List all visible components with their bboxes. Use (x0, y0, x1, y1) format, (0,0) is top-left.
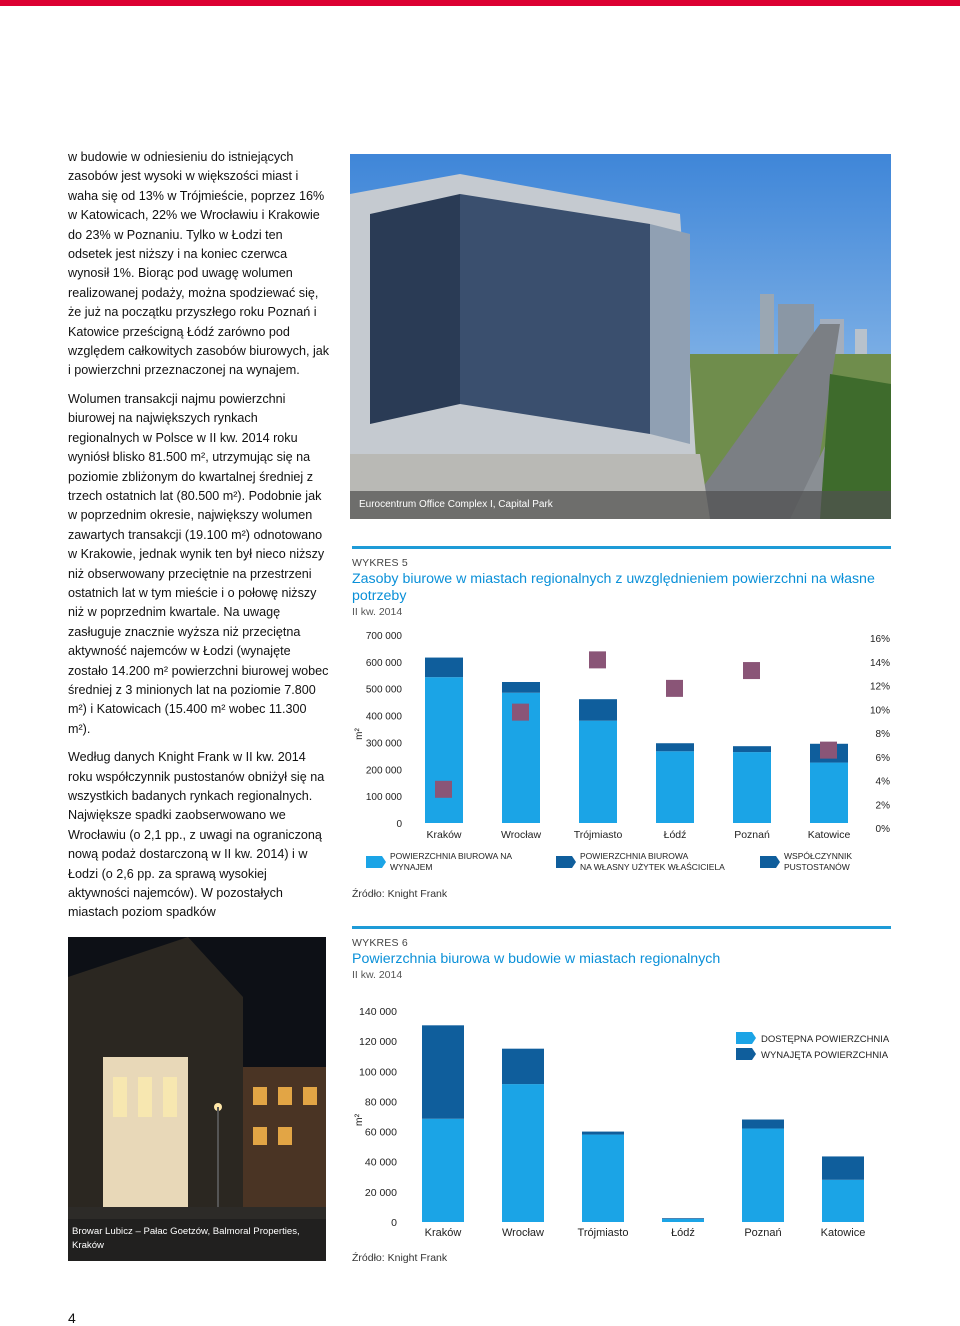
chart5-bar-own (579, 699, 617, 720)
chart6-kicker: WYKRES 6 (352, 937, 408, 949)
chart5-bar-rent (733, 752, 771, 823)
chart5-kicker: WYKRES 5 (352, 557, 408, 569)
chart6-subtitle: II kw. 2014 (352, 969, 403, 981)
chart5-ytick-label: 300 000 (365, 738, 402, 750)
chart6-legend-available-swatch (736, 1032, 756, 1044)
chart5-bar-own (502, 682, 540, 693)
chart5-source: Źródło: Knight Frank (352, 888, 448, 900)
chart6-title: Powierzchnia biurowa w budowie w miastach regionalnych (352, 951, 721, 967)
chart5-title: Zasoby biurowe w miastach regionalnych z uwzględnieniem powierzchni na własne potrzeby (352, 571, 875, 604)
chart5-ylabel: m² (354, 728, 365, 740)
chart5-y2tick-label: 8% (875, 729, 890, 740)
chart5-vacancy-marker (820, 742, 837, 759)
chart5-ytick-label: 200 000 (365, 765, 402, 777)
chart5-vacancy-marker (743, 662, 760, 679)
chart5-y2tick-label: 2% (875, 800, 890, 812)
paragraph-1: w budowie w odniesieniu do istniejących zasobów jest wysoki w większości miast i waha się od 13% w Trójmieście, poprzez 16% w Katowicach, 22% we Wrocławiu i Krakowie do 23% w Poznaniu. Tylko w Łodzi ten odsetek jest niższy i na koniec czerwca wynosił 1%. Biorąc pod uwagę wolumen realizowanej podaży, można spodziewać się, że już na początku przyszłego roku Poznań i Katowice prześcigną Łódź zarówno pod względem całkowitych zasobów biurowych, jak i powierzchni przeznaczonej na wynajem. (68, 150, 330, 378)
chart6-bar-available (662, 1219, 704, 1222)
photo-eurocentrum (350, 154, 891, 519)
chart5-bar-rent (810, 763, 848, 823)
photo-browar-lubicz (68, 937, 326, 1261)
chart5-vacancy-marker (589, 651, 606, 668)
chart5-category-label: Kraków (426, 829, 462, 841)
chart5-header (352, 546, 891, 618)
chart5-bar-own (656, 743, 694, 751)
chart6-category-label: Łódź (671, 1227, 695, 1239)
chart6-category-label: Trójmiasto (577, 1227, 629, 1239)
chart5-y2tick-label: 16% (869, 634, 890, 645)
chart6-bar-available (422, 1119, 464, 1222)
chart5-legend-own-swatch (556, 856, 576, 868)
photo2-caption: Browar Lubicz – Pałac Goetzów, Balmoral Properties, Kraków (68, 1219, 326, 1261)
chart5-legend-rent-label-1: POWIERZCHNIA BIUROWA NA (390, 851, 513, 861)
chart5-ytick-label: 700 000 (365, 631, 402, 642)
chart5-y2tick-label: 6% (875, 752, 890, 764)
chart5-bar-own (733, 746, 771, 752)
chart5-y2tick-label: 4% (875, 776, 890, 788)
chart6-category-label: Wrocław (502, 1227, 544, 1239)
chart6-header (352, 926, 891, 981)
chart5-legend-vacancy-label-2: PUSTOSTANÓW (784, 862, 850, 872)
photo-browar-lubicz-drawing (68, 937, 326, 1261)
chart5-category-label: Łódź (663, 829, 687, 841)
chart5-svg (350, 624, 895, 884)
chart6-bar-leased (502, 1049, 544, 1084)
chart6-category-label: Poznań (744, 1227, 782, 1239)
chart5-vacancy-marker (435, 781, 452, 798)
chart6-category-label: Katowice (820, 1227, 866, 1239)
chart5-subtitle: II kw. 2014 (352, 606, 403, 618)
photo1-caption: Eurocentrum Office Complex I, Capital Park (350, 491, 891, 519)
chart5-legend-own-label-1: POWIERZCHNIA BIUROWA (580, 851, 689, 861)
chart6-bar-available (502, 1084, 544, 1222)
chart5-legend-rent-label-2: WYNAJEM (390, 862, 433, 872)
chart6-bar-available (582, 1135, 624, 1222)
chart6-bar-available (822, 1180, 864, 1222)
chart5-vacancy-marker (512, 704, 529, 721)
chart6-bar-leased (582, 1132, 624, 1135)
chart5-ytick-label: 400 000 (365, 711, 402, 723)
chart5-legend-vacancy-label-1: WSPÓŁCZYNNIK (784, 851, 853, 861)
chart5-bar-own (425, 658, 463, 678)
chart6-ytick-label: 0 (391, 1217, 397, 1229)
chart6-source: Źródło: Knight Frank (352, 1252, 448, 1264)
chart6-ytick-label: 80 000 (364, 1096, 397, 1109)
page-number: 4 (68, 1310, 76, 1326)
chart5-ytick-label: 500 000 (365, 684, 402, 696)
body-text-column (68, 148, 330, 932)
chart5-ytick-label: 100 000 (365, 792, 402, 804)
paragraph-2: Wolumen transakcji najmu powierzchni biurowej na największych rynkach regionalnych w Polsce w II kw. 2014 roku wyniósł blisko 81.500 m², utrzymując się na poziomie zbliżonym do kwartalnej średniej z trzech ostatnich lat (80.500 m²). Podobnie jak w poprzednim okresie, największy wolumen zawartych transakcji (19.100 m²) odnotowano w Krakowie, jednak wynik ten był nieco niższy niż obserwowany przeciętnie na przestrzeni ostatnich lat w tym mieście i o połowę niższy niż w poprzednim kwartale. Na uwagę zasługuje znacznie wyższa niż przeciętna aktywność najemców w Łodzi (wynajęte zostało 14.200 m² powierzchni biurowej wobec średniej z 3 minionych lat na poziomie 7.800 m²) i Katowicach (15.400 m² wobec 11.300 m²). (68, 391, 329, 736)
chart6-legend-available-label: DOSTĘPNA POWIERZCHNIA (761, 1034, 890, 1045)
chart5-bar-rent (656, 751, 694, 823)
chart5-category-label: Wrocław (500, 829, 542, 841)
chart6-legend-leased-label: WYNAJĘTA POWIERZCHNIA (761, 1050, 889, 1061)
chart6-bar-available (742, 1129, 784, 1222)
top-accent-bar (0, 0, 960, 6)
chart5-y2tick-label: 10% (869, 705, 890, 717)
chart5-ytick-label: 0 (396, 819, 402, 830)
chart6-legend-leased-swatch (736, 1048, 756, 1060)
chart6-bar-leased (742, 1120, 784, 1129)
chart5-legend-own-label-2: NA WŁASNY UŻYTEK WŁAŚCICIELA (580, 862, 725, 872)
chart6-ytick-label: 140 000 (359, 1006, 397, 1018)
chart5-ytick-label: 600 000 (365, 657, 402, 669)
chart6-bar-leased (422, 1025, 464, 1118)
chart6-svg (350, 1000, 895, 1245)
chart5-bar-rent (425, 677, 463, 823)
chart5-y2tick-label: 12% (869, 681, 890, 693)
chart6-ytick-label: 60 000 (364, 1126, 397, 1139)
paragraph-3: Według danych Knight Frank w II kw. 2014 roku współczynnik pustostanów obniżył się na wszystkich badanych rynkach regionalnych. Największe spadki zaobserwowano we Wrocławiu (o 2,1 pp., z uwagi na ograniczoną nową podaż dostarczoną w II kw. 2014) i w Łodzi (o 2,6 pp. za sprawą wysokiej aktywności najemców). W pozostałych miastach poziom spadków (68, 750, 325, 920)
chart5-legend-rent-swatch (366, 856, 386, 868)
chart5-vacancy-marker (666, 680, 683, 697)
chart5-legend-vacancy-swatch (760, 856, 780, 868)
chart5-bar-rent (579, 721, 617, 823)
chart6-ylabel: m² (353, 1113, 365, 1127)
chart5-y2tick-label: 14% (869, 657, 890, 669)
chart5-category-label: Trójmiasto (573, 829, 623, 841)
chart6-ytick-label: 20 000 (364, 1186, 397, 1199)
chart6-category-label: Kraków (424, 1227, 462, 1239)
chart6-ytick-label: 120 000 (359, 1036, 397, 1049)
chart5-y2tick-label: 0% (875, 824, 890, 835)
chart6-ytick-label: 40 000 (364, 1156, 397, 1169)
chart6-bar-leased (662, 1218, 704, 1219)
chart6-ytick-label: 100 000 (359, 1066, 397, 1079)
photo-eurocentrum-drawing (350, 154, 891, 519)
chart6-bar-leased (822, 1156, 864, 1179)
chart5-category-label: Katowice (807, 829, 851, 841)
chart5-category-label: Poznań (734, 829, 770, 841)
